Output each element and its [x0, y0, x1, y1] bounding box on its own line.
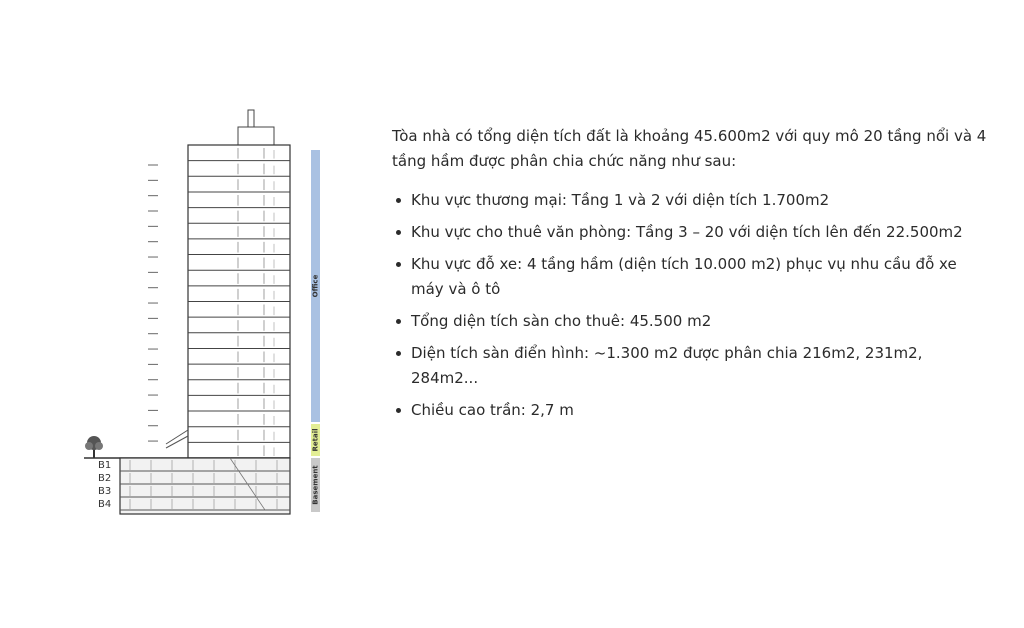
- tree-icon: [85, 436, 103, 458]
- building-section-svg: [80, 100, 340, 530]
- intro-paragraph: Tòa nhà có tổng diện tích đất là khoảng 45.600m2 với quy mô 20 tầng nổi và 4 tầng hầm được phân chia chức năng như sau:: [392, 127, 987, 170]
- feature-list: [392, 188, 992, 423]
- feature-item-typical-floor: Diện tích sàn điển hình: ~1.300 m2 được phân chia 216m2, 231m2, 284m2...: [392, 341, 992, 391]
- basement-outline: [120, 458, 290, 514]
- zone-bars: [311, 150, 320, 512]
- basement-block: [98, 458, 290, 514]
- feature-item-ceiling-height: Chiều cao trần: 2,7 m: [392, 398, 992, 423]
- basement-level-label: B2: [98, 473, 112, 484]
- basement-level-label: B1: [98, 460, 112, 471]
- zone-label-office: Office: [311, 274, 320, 298]
- feature-item-commercial: Khu vực thương mại: Tầng 1 và 2 với diện tích 1.700m2: [392, 188, 992, 213]
- tower-floors: [188, 145, 290, 458]
- rooftop-mast: [248, 110, 254, 127]
- description-panel: [392, 124, 992, 430]
- building-section-diagram: [80, 100, 340, 530]
- basement-level-label: B3: [98, 486, 112, 497]
- zone-label-retail: Retail: [311, 428, 320, 452]
- basement-level-label: B4: [98, 499, 112, 510]
- feature-item-parking: Khu vực đỗ xe: 4 tầng hầm (diện tích 10.000 m2) phục vụ nhu cầu đỗ xe máy và ô tô: [392, 252, 992, 302]
- zone-label-basement: Basement: [311, 465, 320, 505]
- feature-item-office: Khu vực cho thuê văn phòng: Tầng 3 – 20 với diện tích lên đến 22.500m2: [392, 220, 992, 245]
- level-marks: [148, 165, 158, 441]
- feature-item-total-area: Tổng diện tích sàn cho thuê: 45.500 m2: [392, 309, 992, 334]
- rooftop-structure: [238, 127, 274, 145]
